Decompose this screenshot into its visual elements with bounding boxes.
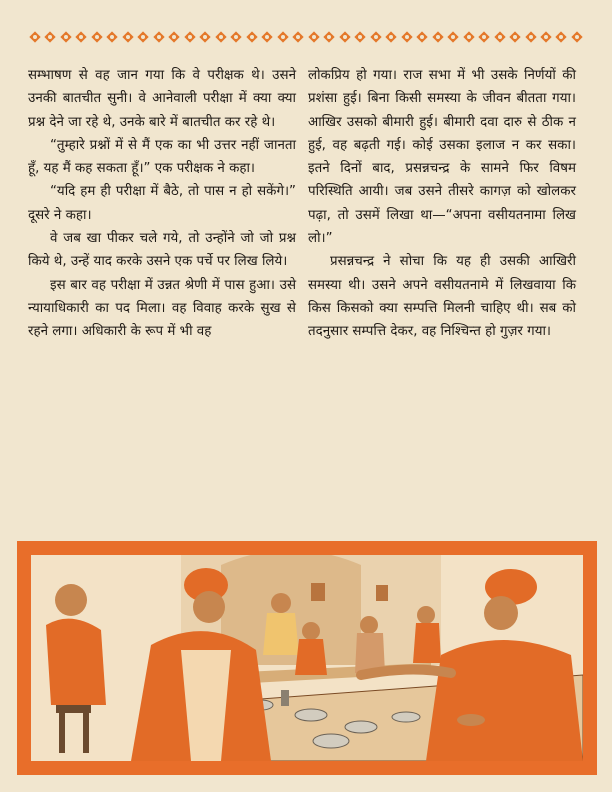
- paragraph: वे जब खा पीकर चले गये, तो उन्होंने जो जो प्रश्न किये थे, उन्हें याद करके उसने एक पर्चे पर लिख लिये।: [28, 231, 296, 270]
- border-ornament: [76, 32, 86, 42]
- border-ornament: [526, 32, 536, 42]
- paragraph: लोकप्रिय हो गया। राज सभा में भी उसके निर्णयों की प्रशंसा हुई। बिना किसी समस्या के जीवन बीतता गया। आखिर उसको बीमारी हुई। बीमारी दवा दारु से ठीक न हुई, वह बढ़ती गई। कोई उसका इलाज न कर सका। इतने दिनों बाद, प्रसन्नचन्द्र के सामने फिर विषम परिस्थिति आयी। जब उसने तीसरे कागज़ को खोलकर पढ़ा, तो उसमें लिखा था—“अपना वसीयतनामा लिख लो।”: [308, 68, 576, 247]
- right-text-column: [308, 64, 576, 344]
- border-ornament: [479, 32, 489, 42]
- border-ornament: [247, 32, 257, 42]
- border-ornament: [464, 32, 474, 42]
- border-ornament: [541, 32, 551, 42]
- border-ornament: [510, 32, 520, 42]
- border-ornament: [309, 32, 319, 42]
- paragraph: “तुम्हारे प्रश्नों में से मैं एक का भी उत्तर नहीं जानता हूँ, यह मैं कह सकता हूँ।” एक परीक्षक ने कहा।: [28, 137, 296, 177]
- dining-hall-illustration: [17, 541, 597, 775]
- border-ornament: [154, 32, 164, 42]
- border-ornament: [30, 32, 40, 42]
- border-ornament: [200, 32, 210, 42]
- border-ornament: [572, 32, 582, 42]
- paragraph: इस बार वह परीक्षा में उन्नत श्रेणी में पास हुआ। उसे न्यायाधिकारी का पद मिला। वह विवाह करके सुख से रहने लगा। अधिकारी के रूप में भी वह: [28, 277, 296, 340]
- illustration-scene: [31, 555, 583, 761]
- border-ornament: [293, 32, 303, 42]
- border-ornament: [216, 32, 226, 42]
- border-ornament: [231, 32, 241, 42]
- paragraph: प्रसन्नचन्द्र ने सोचा कि यह ही उसकी आखिरी समस्या थी। उसने अपने वसीयतनामे में लिखवाया कि किस किसको क्या सम्पत्ति मिलनी चाहिए थी। सब को तदनुसार सम्पत्ति देकर, वह निश्चिन्त हो गुज़र गया।: [308, 254, 576, 340]
- paragraph: सम्भाषण से वह जान गया कि वे परीक्षक थे। उसने उनकी बातचीत सुनी। वे आनेवाली परीक्षा में क्या क्या प्रश्न देने जा रहे थे, उनके बारे में बातचीत कर रहे थे।: [28, 68, 296, 130]
- paragraph: “यदि हम ही परीक्षा में बैठे, तो पास न हो सकेंगे।” दूसरे ने कहा।: [28, 184, 296, 223]
- border-ornament: [123, 32, 133, 42]
- border-ornament: [138, 32, 148, 42]
- border-ornament: [45, 32, 55, 42]
- border-ornament: [495, 32, 505, 42]
- border-ornament: [61, 32, 71, 42]
- border-ornament: [386, 32, 396, 42]
- border-ornament: [324, 32, 334, 42]
- border-ornament: [92, 32, 102, 42]
- border-ornament: [169, 32, 179, 42]
- border-ornament: [402, 32, 412, 42]
- border-ornament: [371, 32, 381, 42]
- border-ornament: [355, 32, 365, 42]
- border-ornament: [340, 32, 350, 42]
- border-ornament: [185, 32, 195, 42]
- left-text-column: [28, 64, 296, 344]
- border-ornament: [448, 32, 458, 42]
- border-ornament: [417, 32, 427, 42]
- border-ornament: [107, 32, 117, 42]
- decorative-border: [30, 30, 582, 44]
- border-ornament: [433, 32, 443, 42]
- border-ornament: [278, 32, 288, 42]
- border-ornament: [556, 32, 566, 42]
- border-ornament: [262, 32, 272, 42]
